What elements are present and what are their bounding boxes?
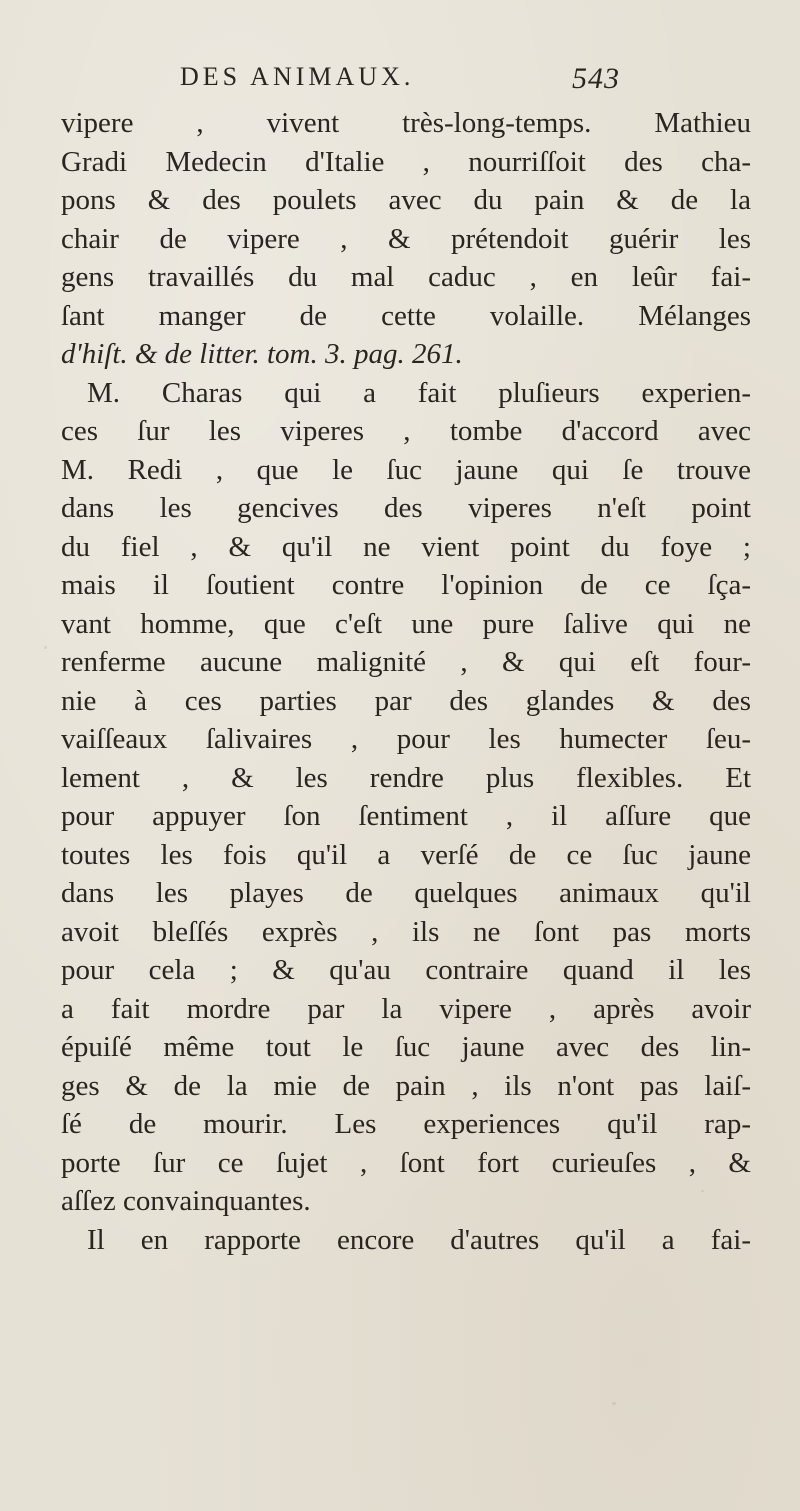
paper-speck [44,646,47,649]
text-line: M. Charas qui a fait pluſieurs experien- [87,376,751,409]
paper-speck [612,1402,616,1405]
text-line: avoit bleſſés exprès , ils ne ſont pas morts [61,915,751,948]
citation-line: d'hiſt. & de litter. tom. 3. pag. 261. [61,338,463,370]
text-line: ſant manger de cette volaille. Mélanges [61,299,751,332]
text-line: vant homme, que c'eſt une pure ſalive qui ne [61,607,751,640]
text-line: Gradi Medecin d'Italie , nourriſſoit des cha- [61,145,751,178]
text-line: toutes les fois qu'il a verſé de ce ſuc jaune [61,838,751,871]
running-head: DES ANIMAUX. [180,62,415,91]
text-line: mais il ſoutient contre l'opinion de ce ſça- [61,569,751,601]
body-text [61,104,751,1259]
paper-speck [701,1190,704,1192]
text-line: dans les gencives des viperes n'eſt point [61,492,751,524]
text-line: pour cela ; & qu'au contraire quand il les [61,954,751,986]
text-line: lement , & les rendre plus flexibles. Et [61,761,751,794]
text-line: M. Redi , que le ſuc jaune qui ſe trouve [61,453,751,486]
text-line: a fait mordre par la vipere , après avoir [61,992,751,1025]
text-line: du fiel , & qu'il ne vient point du foye ; [61,530,751,563]
text-line: pons & des poulets avec du pain & de la [61,184,751,216]
text-line: ges & de la mie de pain , ils n'ont pas laiſ- [61,1069,751,1102]
text-line: ſé de mourir. Les experiences qu'il rap- [61,1108,751,1140]
page-header [180,62,620,102]
text-line: épuiſé même tout le ſuc jaune avec des lin- [61,1031,751,1063]
text-line: pour appuyer ſon ſentiment , il aſſure que [61,800,751,832]
page-number: 543 [572,62,620,95]
text-line: nie à ces parties par des glandes & des [61,684,751,717]
text-line: renferme aucune malignité , & qui eſt four- [61,646,751,678]
text-line: ces ſur les viperes , tombe d'accord avec [61,415,751,447]
text-line: aſſez convainquantes. [61,1185,311,1217]
text-line: gens travaillés du mal caduc , en leûr fai- [61,261,751,293]
text-line: vipere , vivent très-long-temps. Mathieu [61,107,751,139]
text-line: dans les playes de quelques animaux qu'il [61,877,751,909]
text-line: chair de vipere , & prétendoit guérir les [61,222,751,255]
text-line: vaiſſeaux ſalivaires , pour les humecter ſeu- [61,723,751,755]
text-line: porte ſur ce ſujet , ſont fort curieuſes , & [61,1146,751,1179]
text-line: Il en rapporte encore d'autres qu'il a fai- [87,1223,751,1256]
